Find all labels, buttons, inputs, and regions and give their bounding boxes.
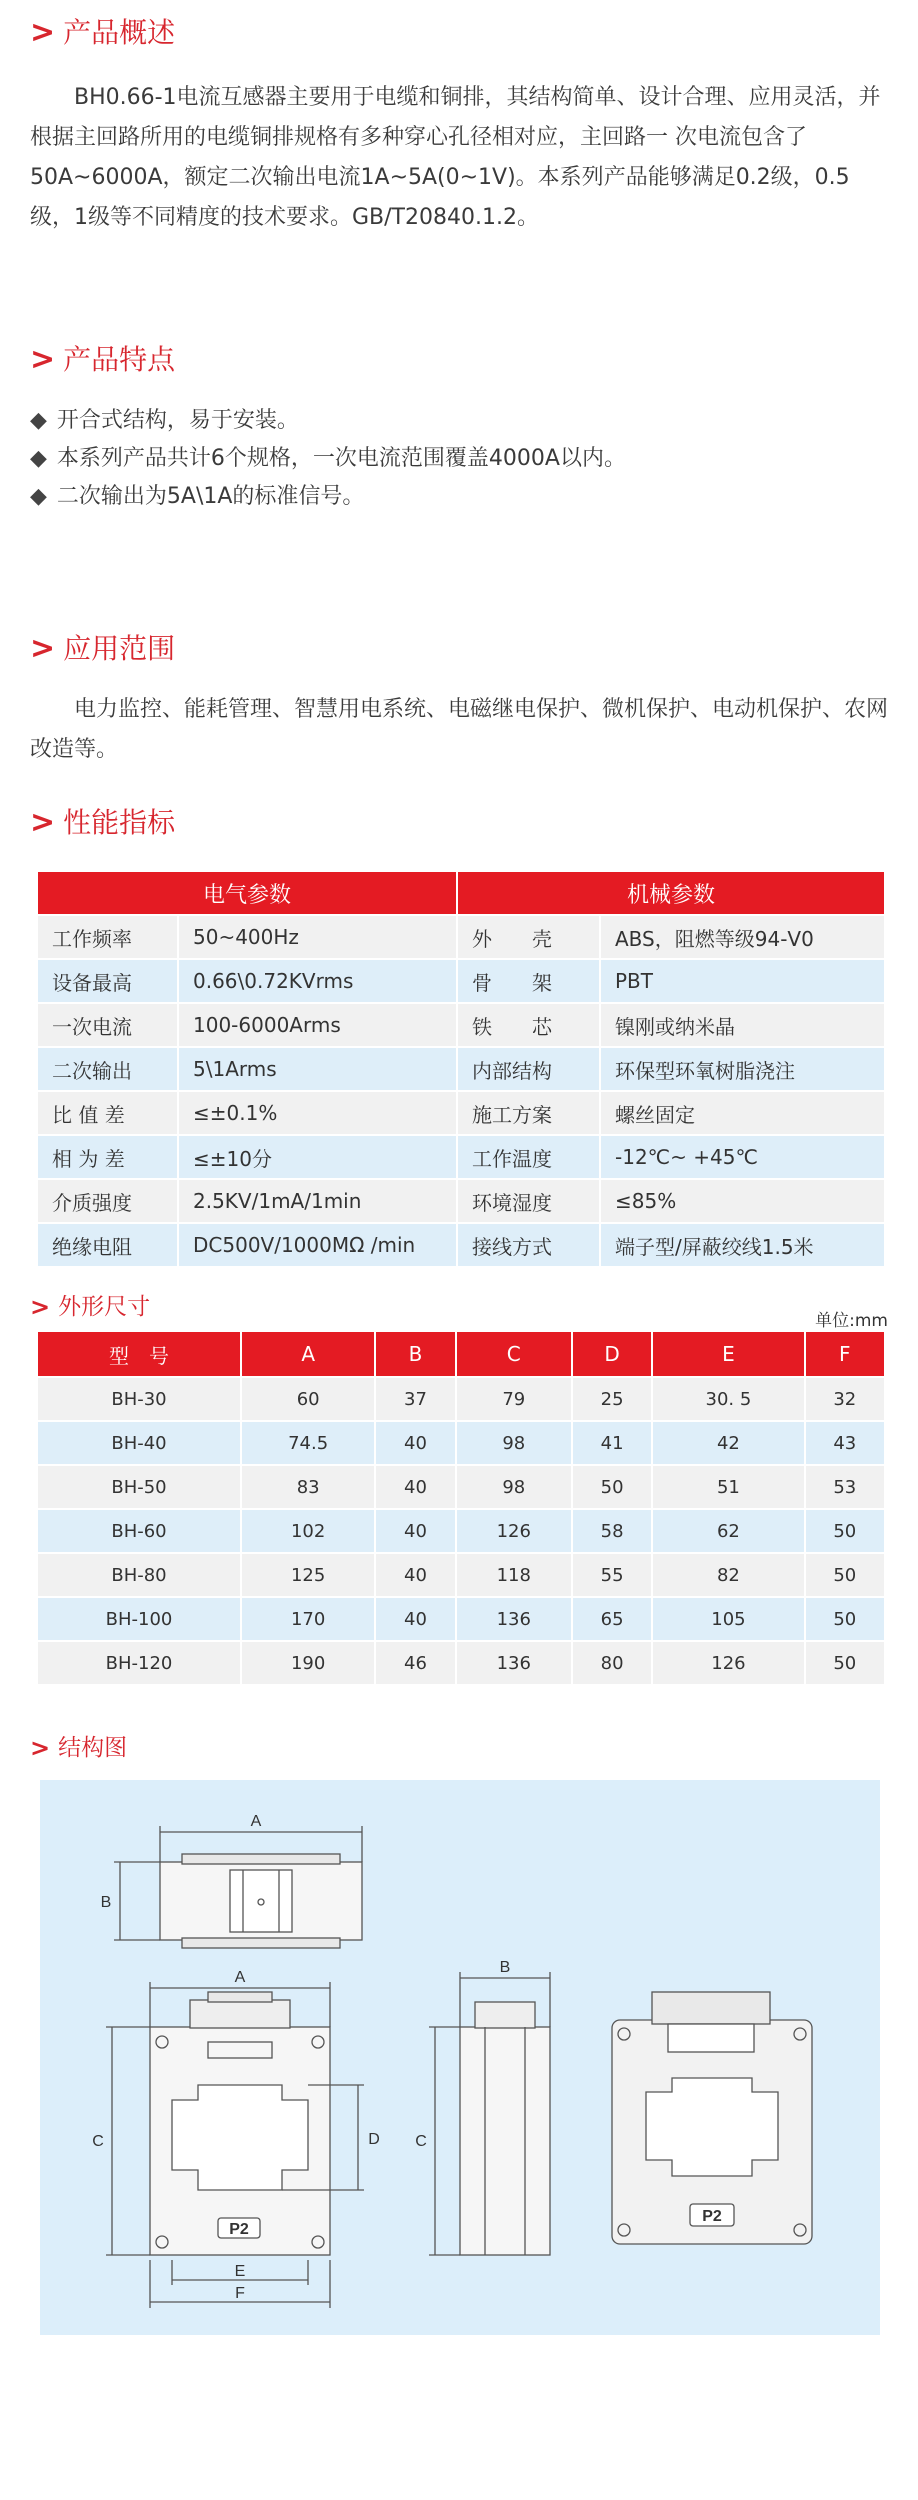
feature-text: 本系列产品共计6个规格，一次电流范围覆盖4000A以内。 [56, 446, 626, 471]
performance-table [36, 870, 886, 1268]
dimensions-title-text: 外形尺寸 [58, 1293, 151, 1320]
application-title [30, 631, 176, 666]
model-cell: BH-30 [38, 1378, 240, 1420]
param-value: DC500V/1000MΩ /min [179, 1224, 456, 1266]
terminal-label-p2: P2 [229, 2221, 249, 2238]
param-value: 5\1Arms [179, 1048, 456, 1090]
dim-cell: 40 [376, 1598, 454, 1640]
dim-cell: 62 [653, 1510, 803, 1552]
model-cell: BH-80 [38, 1554, 240, 1596]
dim-cell: 43 [806, 1422, 884, 1464]
dim-cell: 46 [376, 1642, 454, 1684]
dim-cell: 50 [573, 1466, 651, 1508]
model-cell: BH-50 [38, 1466, 240, 1508]
model-cell: BH-100 [38, 1598, 240, 1640]
diamond-bullet-icon: ◆ [30, 408, 47, 433]
table-row [38, 1422, 884, 1464]
param-value: 镍刚或纳米晶 [601, 1004, 884, 1046]
structure-title-text: 结构图 [58, 1734, 128, 1761]
param-value: 端子型/屏蔽绞线1.5米 [601, 1224, 884, 1266]
header-dim-f: F [806, 1332, 884, 1376]
dim-cell: 58 [573, 1510, 651, 1552]
param-value: 100-6000Arms [179, 1004, 456, 1046]
dim-cell: 79 [457, 1378, 571, 1420]
dim-cell: 170 [242, 1598, 374, 1640]
dim-cell: 30. 5 [653, 1378, 803, 1420]
dim-cell: 41 [573, 1422, 651, 1464]
dim-cell: 80 [573, 1642, 651, 1684]
param-value: 环保型环氧树脂浇注 [601, 1048, 884, 1090]
table-row [38, 1466, 884, 1508]
dim-cell: 82 [653, 1554, 803, 1596]
param-value: 2.5KV/1mA/1min [179, 1180, 456, 1222]
chevron-right-icon: > [30, 631, 56, 666]
header-electrical: 电气参数 [38, 872, 456, 914]
table-row [38, 1180, 884, 1222]
dim-label-f: F [235, 2285, 245, 2302]
application-text: 电力监控、能耗管理、智慧用电系统、电磁继电保护、微机保护、电动机保护、农网改造等。 [30, 697, 889, 762]
dim-cell: 74.5 [242, 1422, 374, 1464]
overview-title [30, 15, 176, 50]
dim-cell: 50 [806, 1510, 884, 1552]
dim-cell: 55 [573, 1554, 651, 1596]
table-row [38, 1004, 884, 1046]
dim-cell: 40 [376, 1466, 454, 1508]
dim-label-b: B [100, 1894, 112, 1911]
table-row [38, 1136, 884, 1178]
param-label: 比 值 差 [38, 1092, 177, 1134]
chevron-right-icon: > [30, 342, 56, 377]
param-label: 工作温度 [458, 1136, 599, 1178]
header-dim-b: B [376, 1332, 454, 1376]
dim-cell: 60 [242, 1378, 374, 1420]
structure-diagram [40, 1780, 880, 2335]
terminal-label-p2: P2 [702, 2208, 722, 2225]
param-value: ≤±0.1% [179, 1092, 456, 1134]
dim-label-b: B [499, 1959, 511, 1976]
dim-cell: 98 [457, 1422, 571, 1464]
param-value: ABS，阻燃等级94-V0 [601, 916, 884, 958]
model-cell: BH-40 [38, 1422, 240, 1464]
list-item [30, 402, 888, 440]
dim-cell: 98 [457, 1466, 571, 1508]
list-item [30, 478, 888, 516]
param-label: 接线方式 [458, 1224, 599, 1266]
dim-label-c: C [92, 2133, 104, 2150]
diamond-bullet-icon: ◆ [30, 446, 47, 471]
dim-cell: 125 [242, 1554, 374, 1596]
param-label: 外 壳 [458, 916, 599, 958]
feature-text: 二次输出为5A\1A的标准信号。 [56, 484, 365, 509]
table-row [38, 1642, 884, 1684]
chevron-right-icon: > [30, 1293, 51, 1321]
param-value: 0.66\0.72KVrms [179, 960, 456, 1002]
table-row [38, 1378, 884, 1420]
param-label: 介质强度 [38, 1180, 177, 1222]
table-row [38, 1510, 884, 1552]
list-item [30, 440, 888, 478]
dim-cell: 136 [457, 1598, 571, 1640]
param-label: 相 为 差 [38, 1136, 177, 1178]
table-row [38, 916, 884, 958]
dim-cell: 51 [653, 1466, 803, 1508]
header-dim-a: A [242, 1332, 374, 1376]
dim-cell: 50 [806, 1554, 884, 1596]
param-label: 工作频率 [38, 916, 177, 958]
table-row [38, 1598, 884, 1640]
overview-title-text: 产品概述 [63, 16, 176, 49]
table-row [38, 1092, 884, 1134]
header-dim-d: D [573, 1332, 651, 1376]
param-label: 环境湿度 [458, 1180, 599, 1222]
param-value: 50~400Hz [179, 916, 456, 958]
feature-text: 开合式结构，易于安装。 [56, 408, 299, 433]
dim-cell: 53 [806, 1466, 884, 1508]
dim-cell: 126 [653, 1642, 803, 1684]
dim-cell: 50 [806, 1598, 884, 1640]
table-row [38, 1048, 884, 1090]
param-label: 骨 架 [458, 960, 599, 1002]
dim-cell: 118 [457, 1554, 571, 1596]
param-label: 设备最高 [38, 960, 177, 1002]
header-mechanical: 机械参数 [458, 872, 884, 914]
performance-title [30, 805, 176, 840]
dim-label-d: D [368, 2131, 380, 2148]
dim-label-a: A [234, 1969, 246, 1986]
dim-cell: 83 [242, 1466, 374, 1508]
chevron-right-icon: > [30, 15, 56, 50]
dim-cell: 102 [242, 1510, 374, 1552]
structure-title [30, 1736, 127, 1760]
dim-cell: 25 [573, 1378, 651, 1420]
performance-title-text: 性能指标 [63, 806, 176, 839]
dim-label-e: E [234, 2263, 246, 2280]
features-title [30, 342, 176, 377]
table-row [38, 1554, 884, 1596]
table-row [38, 960, 884, 1002]
structure-drawing [40, 1780, 880, 2335]
dim-cell: 42 [653, 1422, 803, 1464]
param-label: 一次电流 [38, 1004, 177, 1046]
dim-cell: 40 [376, 1510, 454, 1552]
dim-cell: 65 [573, 1598, 651, 1640]
dim-cell: 50 [806, 1642, 884, 1684]
param-value: PBT [601, 960, 884, 1002]
param-label: 施工方案 [458, 1092, 599, 1134]
param-value: 螺丝固定 [601, 1092, 884, 1134]
diamond-bullet-icon: ◆ [30, 484, 47, 509]
model-cell: BH-120 [38, 1642, 240, 1684]
dim-cell: 40 [376, 1554, 454, 1596]
header-model: 型 号 [38, 1332, 240, 1376]
dim-cell: 37 [376, 1378, 454, 1420]
application-title-text: 应用范围 [63, 632, 176, 665]
param-label: 二次输出 [38, 1048, 177, 1090]
param-label: 铁 芯 [458, 1004, 599, 1046]
dim-cell: 32 [806, 1378, 884, 1420]
overview-text: BH0.66-1电流互感器主要用于电缆和铜排，其结构简单、设计合理、应用灵活，并根据主回路所用的电缆铜排规格有多种穿心孔径相对应，主回路一 次电流包含了50A~6000A，额定二次输出电流1A~5A(0~1V)。本系列产品能够满足0.2级，0.5级，1级等不同精度的技术要求。GB/T20840.1.2。 [30, 85, 881, 230]
model-cell: BH-60 [38, 1510, 240, 1552]
dim-cell: 105 [653, 1598, 803, 1640]
param-label: 绝缘电阻 [38, 1224, 177, 1266]
chevron-right-icon: > [30, 805, 56, 840]
header-dim-c: C [457, 1332, 571, 1376]
unit-label: 单位:mm [815, 1311, 888, 1331]
header-dim-e: E [653, 1332, 803, 1376]
features-title-text: 产品特点 [63, 343, 176, 376]
param-label: 内部结构 [458, 1048, 599, 1090]
dim-cell: 190 [242, 1642, 374, 1684]
chevron-right-icon: > [30, 1734, 51, 1762]
dim-cell: 136 [457, 1642, 571, 1684]
dim-cell: 40 [376, 1422, 454, 1464]
dim-cell: 126 [457, 1510, 571, 1552]
param-value: -12℃~ +45℃ [601, 1136, 884, 1178]
dim-label-a: A [250, 1813, 262, 1830]
param-value: ≤85% [601, 1180, 884, 1222]
dimensions-title [30, 1295, 150, 1319]
dimensions-table [36, 1330, 886, 1686]
dim-label-c: C [415, 2133, 427, 2150]
table-row [38, 1224, 884, 1266]
features-list [30, 402, 888, 516]
param-value: ≤±10分 [179, 1136, 456, 1178]
